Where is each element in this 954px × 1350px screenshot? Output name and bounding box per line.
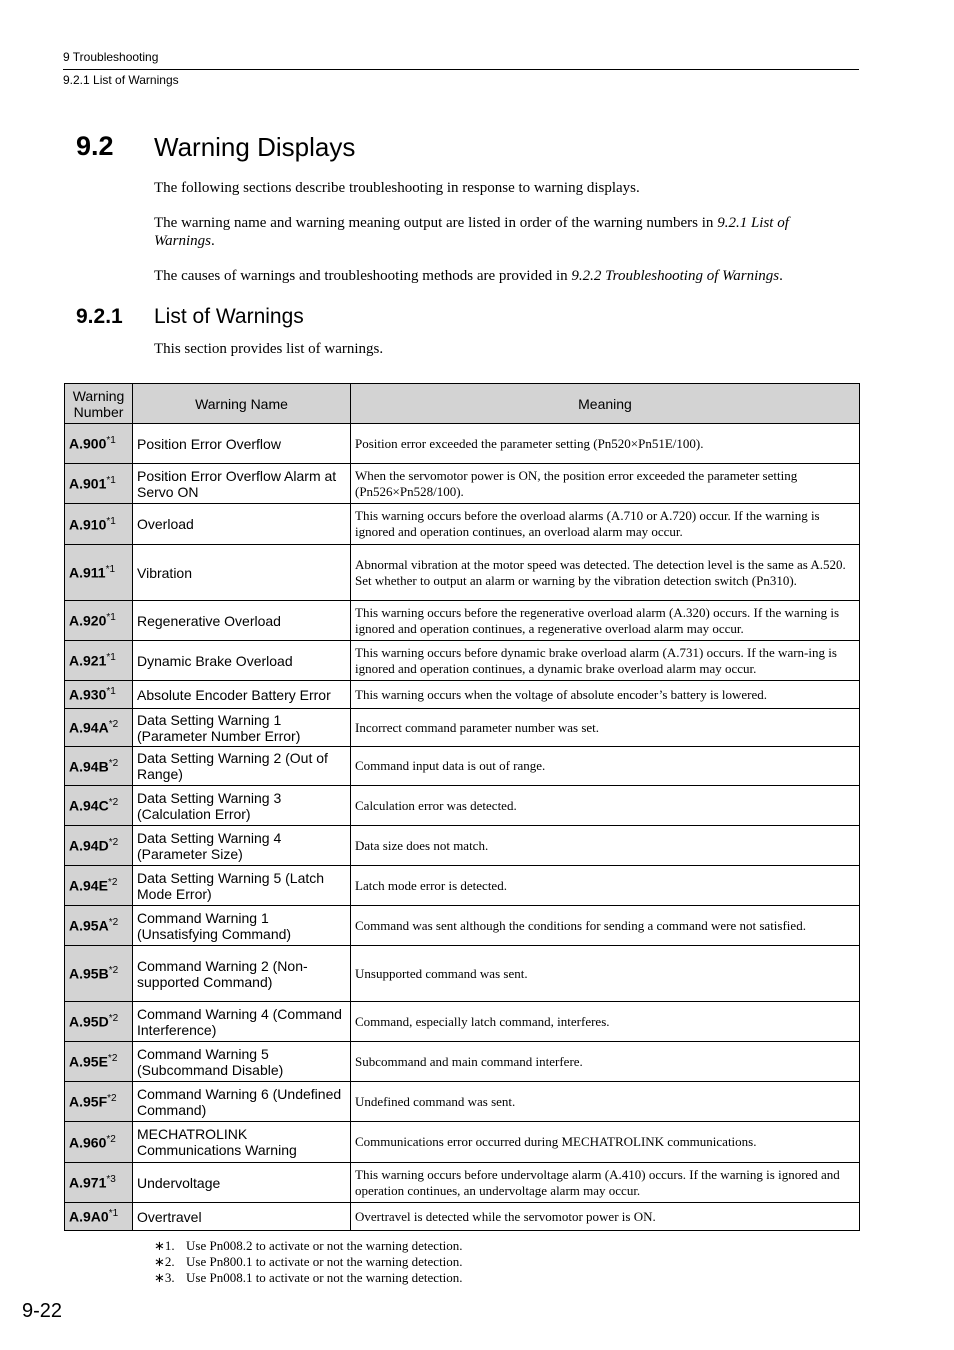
table-row xyxy=(65,1042,860,1082)
table-row xyxy=(65,906,860,946)
warning-number-cell: $A.95A^{*2}$ xyxy=(65,906,133,946)
table-row xyxy=(65,641,860,681)
warning-meaning-cell: This warning occurs before the overload alarms (A.710 or A.720) occur. If the warning is ignored and operation continues, an overload alarm may occur. xyxy=(351,504,860,545)
warning-name-cell: Data Setting Warning 5 (Latch Mode Error) xyxy=(133,866,351,906)
table-row xyxy=(65,681,860,709)
table-row xyxy=(65,747,860,786)
warning-number-cell: $A.94E^{*2}$ xyxy=(65,866,133,906)
column-header-number: Warning Number xyxy=(65,384,133,424)
warning-number-cell: $A.95B^{*2}$ xyxy=(65,946,133,1002)
header-rule xyxy=(63,69,859,70)
warning-number-cell: A.921$^{*1}$ xyxy=(65,641,133,681)
warning-meaning-cell: Data size does not match. xyxy=(351,826,860,866)
table-row xyxy=(65,1082,860,1122)
warning-meaning-cell: Abnormal vibration at the motor speed was detected. The detection level is the same as A.520. Set whether to output an alarm or warning by the vibration detection switch (Pn310). xyxy=(351,545,860,601)
table-row xyxy=(65,424,860,464)
warning-number-cell: $A.95F^{*2}$ xyxy=(65,1082,133,1122)
warning-meaning-cell: This warning occurs before the regenerative overload alarm (A.320) occurs. If the warning is ignored and operation continues, a regenerative overload alarm may occur. xyxy=(351,601,860,641)
running-header-section: 9.2.1 List of Warnings xyxy=(63,73,179,87)
warning-meaning-cell: Command, especially latch command, interferes. xyxy=(351,1002,860,1042)
warning-name-cell: Data Setting Warning 1 (Parameter Number Error) xyxy=(133,709,351,747)
table-row xyxy=(65,545,860,601)
warning-meaning-cell: This warning occurs before dynamic brake overload alarm (A.731) occurs. If the warn-ing is ignored and operation continues, a dynamic brake overload alarm may occur. xyxy=(351,641,860,681)
warning-name-cell: Overload xyxy=(133,504,351,545)
subsection-intro: This section provides list of warnings. xyxy=(154,341,384,357)
section-para-1: The following sections describe troubleshooting in response to warning displays. xyxy=(154,180,640,196)
cross-reference-link[interactable]: 9.2.1 List of Warnings xyxy=(154,215,789,249)
table-row xyxy=(65,1122,860,1163)
warning-name-cell: Overtravel xyxy=(133,1203,351,1231)
table-row xyxy=(65,866,860,906)
warning-meaning-cell: Unsupported command was sent. xyxy=(351,946,860,1002)
warning-meaning-cell: Command input data is out of range. xyxy=(351,747,860,786)
cross-reference-link[interactable]: 9.2.2 Troubleshooting of Warnings xyxy=(571,268,780,284)
warning-name-cell: Position Error Overflow Alarm at Servo ON xyxy=(133,464,351,504)
footnotes xyxy=(154,1238,463,1286)
warning-number-cell: $A.95D^{*2}$ xyxy=(65,1002,133,1042)
warning-name-cell: Undervoltage xyxy=(133,1163,351,1203)
section-para-2: The warning name and warning meaning output are listed in order of the warning numbers in 9.2.1 List of Warnings. xyxy=(154,215,789,249)
table-row xyxy=(65,1002,860,1042)
warning-number-cell: $A.94B^{*2}$ xyxy=(65,747,133,786)
section-para-3: The causes of warnings and troubleshooting methods are provided in 9.2.2 Troubleshooting of Warnings. xyxy=(154,268,783,284)
warning-name-cell: Data Setting Warning 4 (Parameter Size) xyxy=(133,826,351,866)
warning-number-cell: A.9A0$^{*1}$ xyxy=(65,1203,133,1231)
warning-number-cell: A.910$^{*1}$ xyxy=(65,504,133,545)
warning-number-cell: A.911$^{*1}$ xyxy=(65,545,133,601)
warning-name-cell: Regenerative Overload xyxy=(133,601,351,641)
subsection-title: List of Warnings xyxy=(154,305,304,328)
table-row xyxy=(65,464,860,504)
warning-name-cell: Dynamic Brake Overload xyxy=(133,641,351,681)
warning-name-cell: Command Warning 2 (Non-supported Command) xyxy=(133,946,351,1002)
table-row xyxy=(65,601,860,641)
warning-number-cell: A.901$^{*1}$ xyxy=(65,464,133,504)
warning-meaning-cell: Incorrect command parameter number was set. xyxy=(351,709,860,747)
table-row xyxy=(65,709,860,747)
warning-name-cell: MECHATROLINK Communications Warning xyxy=(133,1122,351,1163)
warning-number-cell: A.930$^{*1}$ xyxy=(65,681,133,709)
warning-number-cell: $A.94D^{*2}$ xyxy=(65,826,133,866)
footnote: ∗2. Use Pn800.1 to activate or not the warning detection. xyxy=(154,1254,463,1269)
warning-meaning-cell: When the servomotor power is ON, the position error exceeded the parameter setting (Pn526×Pn528/100). xyxy=(351,464,860,504)
page-number: 9-22 xyxy=(22,1300,63,1322)
table-row xyxy=(65,826,860,866)
warning-meaning-cell: This warning occurs before undervoltage alarm (A.410) occurs. If the warning is ignored and operation continues, an undervoltage alarm may occur. xyxy=(351,1163,860,1203)
running-header-chapter: 9 Troubleshooting xyxy=(63,50,159,64)
warning-number-cell: A.920$^{*1}$ xyxy=(65,601,133,641)
table-row xyxy=(65,786,860,826)
warning-name-cell: Command Warning 5 (Subcommand Disable) xyxy=(133,1042,351,1082)
column-header-name: Warning Name xyxy=(133,384,351,424)
warning-meaning-cell: This warning occurs when the voltage of absolute encoder’s battery is lowered. xyxy=(351,681,860,709)
section-number: 9.2 xyxy=(76,131,114,161)
warning-meaning-cell: Command was sent although the conditions for sending a command were not satisfied. xyxy=(351,906,860,946)
warning-name-cell: Absolute Encoder Battery Error xyxy=(133,681,351,709)
column-header-meaning: Meaning xyxy=(351,384,860,424)
section-title: Warning Displays xyxy=(154,132,356,162)
table-row xyxy=(65,1203,860,1231)
warning-number-cell: A.971$^{*3}$ xyxy=(65,1163,133,1203)
warning-meaning-cell: Position error exceeded the parameter setting (Pn520×Pn51E/100). xyxy=(351,424,860,464)
warning-meaning-cell: Latch mode error is detected. xyxy=(351,866,860,906)
warning-meaning-cell: Undefined command was sent. xyxy=(351,1082,860,1122)
warning-name-cell: Data Setting Warning 3 (Calculation Error) xyxy=(133,786,351,826)
table-header-row xyxy=(65,384,860,424)
warning-name-cell: Command Warning 4 (Command Interference) xyxy=(133,1002,351,1042)
warning-number-cell: $A.94A^{*2}$ xyxy=(65,709,133,747)
warning-name-cell: Command Warning 6 (Undefined Command) xyxy=(133,1082,351,1122)
warning-name-cell: Command Warning 1 (Unsatisfying Command) xyxy=(133,906,351,946)
table-row xyxy=(65,946,860,1002)
warning-number-cell: A.960$^{*2}$ xyxy=(65,1122,133,1163)
warning-number-cell: $A.95E^{*2}$ xyxy=(65,1042,133,1082)
warning-meaning-cell: Communications error occurred during MECHATROLINK communications. xyxy=(351,1122,860,1163)
footnote: ∗3. Use Pn008.1 to activate or not the warning detection. xyxy=(154,1270,463,1285)
warning-number-cell: $A.94C^{*2}$ xyxy=(65,786,133,826)
warning-name-cell: Vibration xyxy=(133,545,351,601)
warning-name-cell: Position Error Overflow xyxy=(133,424,351,464)
warning-name-cell: Data Setting Warning 2 (Out of Range) xyxy=(133,747,351,786)
warning-meaning-cell: Overtravel is detected while the servomotor power is ON. xyxy=(351,1203,860,1231)
warning-number-cell: A.900$^{*1}$ xyxy=(65,424,133,464)
footnote: ∗1. Use Pn008.2 to activate or not the warning detection. xyxy=(154,1238,463,1253)
table-row xyxy=(65,1163,860,1203)
warning-meaning-cell: Calculation error was detected. xyxy=(351,786,860,826)
warning-table xyxy=(64,383,860,1231)
table-row xyxy=(65,504,860,545)
subsection-number: 9.2.1 xyxy=(76,305,123,328)
warning-meaning-cell: Subcommand and main command interfere. xyxy=(351,1042,860,1082)
